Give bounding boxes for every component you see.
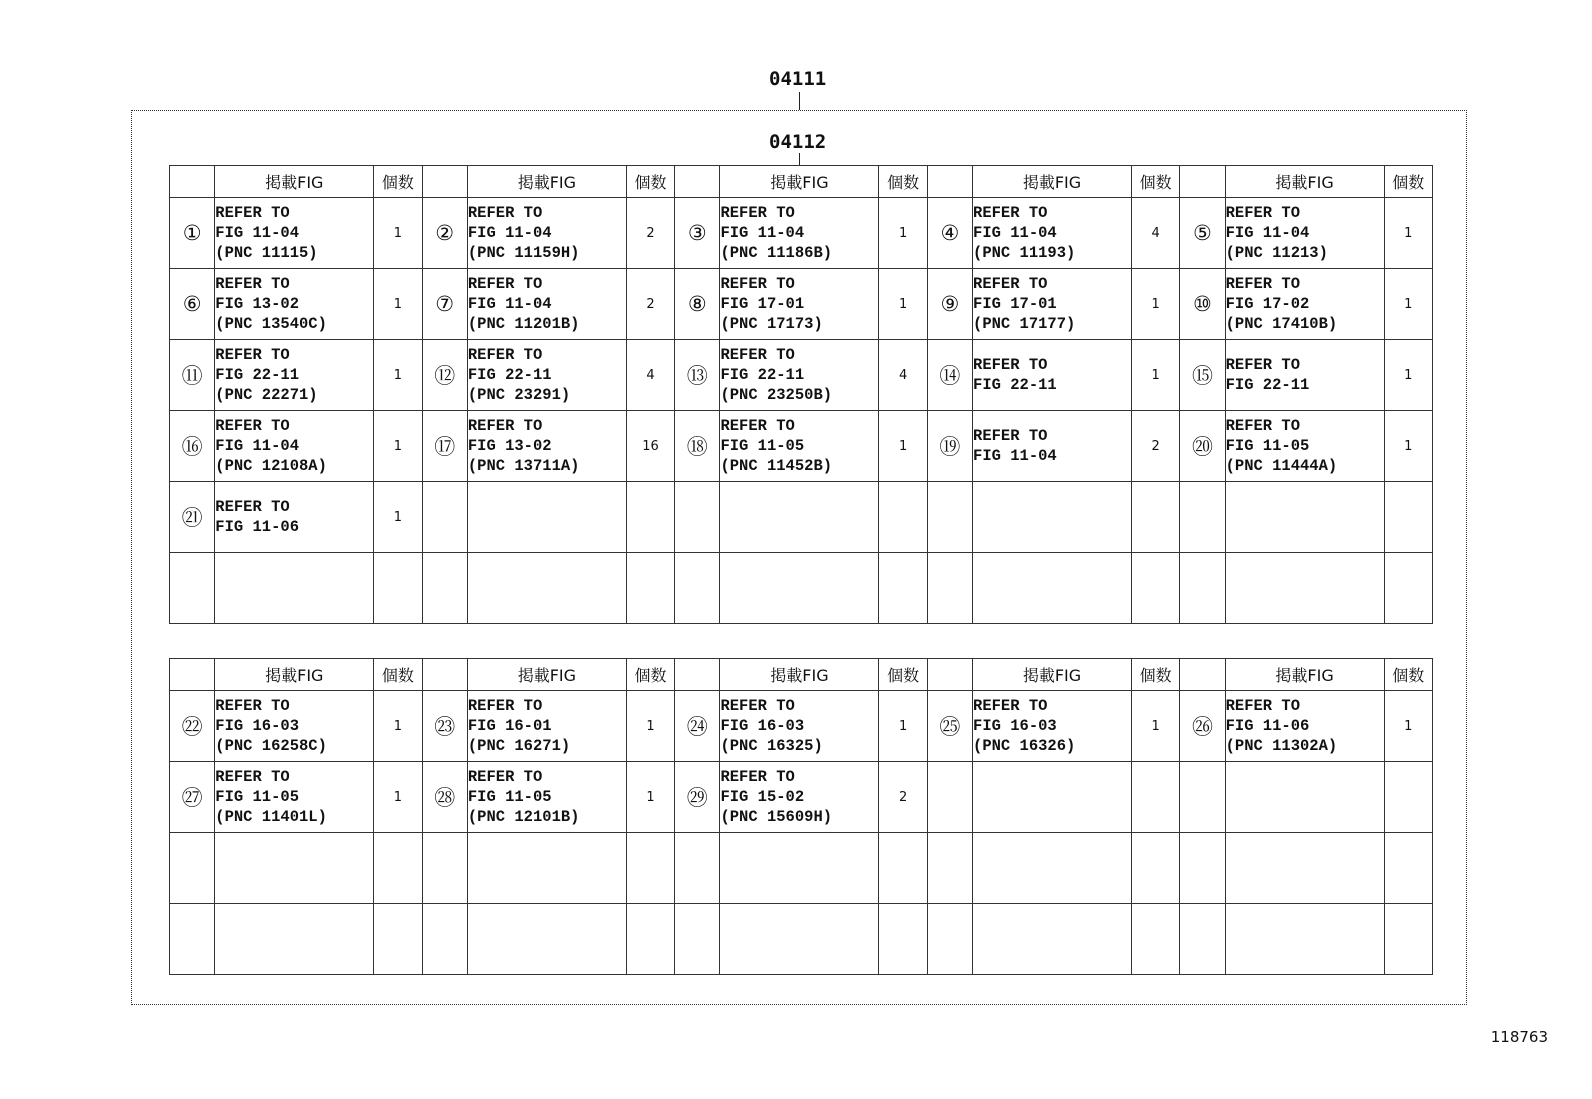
fig-reference-line: FIG 17-01 <box>973 295 1057 313</box>
item-quantity <box>1132 553 1180 624</box>
item-number: ⑯ <box>170 411 215 482</box>
fig-reference-line: REFER TO <box>1225 417 1301 435</box>
item-number: ㉕ <box>927 691 972 762</box>
fig-reference <box>215 269 374 340</box>
header-qty: 個数 <box>879 166 927 198</box>
item-number <box>927 482 972 553</box>
item-quantity: 1 <box>879 269 927 340</box>
fig-reference-line: REFER TO <box>467 417 543 435</box>
item-quantity: 4 <box>879 340 927 411</box>
fig-reference <box>973 340 1132 411</box>
item-quantity: 4 <box>1132 198 1180 269</box>
document-id: 118763 <box>1490 1028 1548 1046</box>
item-number <box>1180 482 1225 553</box>
fig-reference <box>467 269 626 340</box>
fig-reference-line: REFER TO <box>467 346 543 364</box>
item-number <box>1180 904 1225 975</box>
item-number: ⑥ <box>170 269 215 340</box>
fig-reference-line: (PNC 17177) <box>973 315 1076 333</box>
item-number <box>927 904 972 975</box>
item-quantity: 2 <box>626 198 674 269</box>
header-fig: 掲載FIG <box>215 659 374 691</box>
item-number <box>927 553 972 624</box>
header-num-cell <box>1180 166 1225 198</box>
item-number: ⑪ <box>170 340 215 411</box>
item-quantity <box>1132 482 1180 553</box>
fig-reference <box>973 833 1132 904</box>
fig-reference <box>1225 553 1384 624</box>
reference-table-2 <box>169 658 1433 975</box>
fig-reference-line: REFER TO <box>467 768 543 786</box>
fig-reference <box>467 904 626 975</box>
fig-reference-line: FIG 11-04 <box>215 224 299 242</box>
header-fig: 掲載FIG <box>973 659 1132 691</box>
fig-reference-line: FIG 13-02 <box>467 437 552 455</box>
fig-reference-line: FIG 11-06 <box>215 518 299 536</box>
item-quantity <box>374 904 422 975</box>
item-quantity <box>1132 762 1180 833</box>
item-quantity: 1 <box>1384 269 1432 340</box>
item-quantity: 2 <box>1132 411 1180 482</box>
item-quantity: 16 <box>626 411 674 482</box>
header-num-cell <box>927 659 972 691</box>
inner-leader-line <box>799 153 800 165</box>
item-quantity: 1 <box>374 269 422 340</box>
header-qty: 個数 <box>1384 659 1432 691</box>
fig-reference-line: (PNC 15609H) <box>720 808 833 826</box>
fig-reference <box>467 833 626 904</box>
item-number: ⑲ <box>927 411 972 482</box>
fig-reference-line: REFER TO <box>720 346 795 364</box>
fig-reference-line: FIG 11-06 <box>1225 717 1310 735</box>
item-number <box>927 833 972 904</box>
table-row <box>170 762 1433 833</box>
fig-reference <box>1225 691 1384 762</box>
item-quantity: 2 <box>626 269 674 340</box>
fig-reference-line: REFER TO <box>467 697 543 715</box>
header-fig: 掲載FIG <box>720 659 879 691</box>
fig-reference <box>1225 482 1384 553</box>
fig-reference <box>1225 904 1384 975</box>
item-quantity: 1 <box>1132 691 1180 762</box>
item-number: ① <box>170 198 215 269</box>
fig-reference-line: (PNC 12108A) <box>215 457 327 475</box>
header-qty: 個数 <box>374 166 422 198</box>
item-number: ⑧ <box>675 269 720 340</box>
fig-reference-line: REFER TO <box>215 346 290 364</box>
fig-reference-line: FIG 11-04 <box>467 295 552 313</box>
item-number <box>170 553 215 624</box>
item-quantity: 1 <box>374 482 422 553</box>
reference-table-1 <box>169 165 1433 624</box>
header-qty: 個数 <box>374 659 422 691</box>
item-number: ② <box>422 198 467 269</box>
item-number: ㉔ <box>675 691 720 762</box>
item-quantity: 1 <box>879 198 927 269</box>
fig-reference <box>467 411 626 482</box>
fig-reference <box>720 482 879 553</box>
header-qty: 個数 <box>1132 659 1180 691</box>
item-quantity <box>879 904 927 975</box>
fig-reference <box>720 691 879 762</box>
fig-reference-line: REFER TO <box>215 498 290 516</box>
fig-reference-line: FIG 17-02 <box>1225 295 1310 313</box>
item-quantity: 1 <box>1132 269 1180 340</box>
header-num-cell <box>422 659 467 691</box>
item-number <box>422 833 467 904</box>
item-quantity <box>626 482 674 553</box>
fig-reference <box>1225 198 1384 269</box>
header-qty: 個数 <box>626 166 674 198</box>
header-fig: 掲載FIG <box>973 166 1132 198</box>
header-num-cell <box>170 166 215 198</box>
fig-reference-line: FIG 11-05 <box>1225 437 1310 455</box>
fig-reference <box>215 482 374 553</box>
fig-reference-line: REFER TO <box>215 275 290 293</box>
item-quantity: 1 <box>1384 198 1432 269</box>
fig-reference-line: FIG 22-11 <box>720 366 805 384</box>
item-quantity <box>1132 904 1180 975</box>
fig-reference-line: REFER TO <box>720 275 795 293</box>
header-row <box>170 659 1433 691</box>
item-quantity: 1 <box>626 691 674 762</box>
fig-reference-line: REFER TO <box>973 356 1048 374</box>
item-number <box>170 833 215 904</box>
fig-reference-line: (PNC 16258C) <box>215 737 327 755</box>
fig-reference <box>215 691 374 762</box>
header-fig: 掲載FIG <box>720 166 879 198</box>
fig-reference-line: FIG 16-03 <box>720 717 805 735</box>
fig-reference-line: (PNC 11159H) <box>467 244 580 262</box>
fig-reference <box>720 269 879 340</box>
item-quantity <box>879 482 927 553</box>
item-number <box>1180 553 1225 624</box>
fig-reference <box>973 553 1132 624</box>
fig-reference-line: (PNC 16326) <box>973 737 1076 755</box>
item-quantity <box>1384 482 1432 553</box>
fig-reference-line: FIG 11-04 <box>973 447 1057 465</box>
fig-reference <box>467 762 626 833</box>
item-number: ⑫ <box>422 340 467 411</box>
item-quantity <box>626 833 674 904</box>
header-fig: 掲載FIG <box>215 166 374 198</box>
fig-reference-line: (PNC 11201B) <box>467 315 580 333</box>
fig-reference <box>215 198 374 269</box>
header-fig: 掲載FIG <box>467 166 626 198</box>
item-quantity <box>1384 904 1432 975</box>
fig-reference <box>720 198 879 269</box>
fig-reference-line: (PNC 17173) <box>720 315 823 333</box>
item-quantity: 1 <box>1384 411 1432 482</box>
fig-reference <box>720 340 879 411</box>
item-quantity: 1 <box>374 411 422 482</box>
item-number: ⑭ <box>927 340 972 411</box>
fig-reference-line: FIG 11-05 <box>720 437 805 455</box>
fig-reference-line: (PNC 13711A) <box>467 457 580 475</box>
item-quantity: 1 <box>374 340 422 411</box>
item-quantity <box>1384 762 1432 833</box>
header-qty: 個数 <box>626 659 674 691</box>
fig-reference-line: (PNC 23291) <box>467 386 571 404</box>
table-row <box>170 269 1433 340</box>
fig-reference-line: (PNC 23250B) <box>720 386 833 404</box>
fig-reference-line: FIG 17-01 <box>720 295 805 313</box>
item-number <box>422 553 467 624</box>
fig-reference-line: (PNC 16325) <box>720 737 823 755</box>
item-quantity <box>374 833 422 904</box>
header-num-cell <box>675 659 720 691</box>
item-quantity: 4 <box>626 340 674 411</box>
item-number: ⑦ <box>422 269 467 340</box>
fig-reference-line: FIG 11-04 <box>720 224 805 242</box>
header-num-cell <box>170 659 215 691</box>
header-qty: 個数 <box>1132 166 1180 198</box>
fig-reference-line: FIG 11-04 <box>1225 224 1310 242</box>
header-num-cell <box>927 166 972 198</box>
item-number: ⑮ <box>1180 340 1225 411</box>
item-number <box>170 904 215 975</box>
fig-reference <box>973 482 1132 553</box>
header-num-cell <box>675 166 720 198</box>
fig-reference-line: FIG 16-01 <box>467 717 552 735</box>
header-row <box>170 166 1433 198</box>
fig-reference-line: REFER TO <box>215 204 290 222</box>
fig-reference-line: (PNC 11115) <box>215 244 318 262</box>
table-row <box>170 198 1433 269</box>
fig-reference-line: REFER TO <box>467 204 543 222</box>
item-quantity <box>1132 833 1180 904</box>
fig-reference <box>973 904 1132 975</box>
fig-reference-line: REFER TO <box>215 768 290 786</box>
table-row <box>170 691 1433 762</box>
header-qty: 個数 <box>1384 166 1432 198</box>
item-quantity: 1 <box>374 691 422 762</box>
item-number <box>1180 762 1225 833</box>
fig-reference <box>1225 411 1384 482</box>
item-number: ㉗ <box>170 762 215 833</box>
fig-reference-line: FIG 22-11 <box>215 366 299 384</box>
header-qty: 個数 <box>879 659 927 691</box>
fig-reference-line: (PNC 11302A) <box>1225 737 1338 755</box>
fig-reference <box>467 340 626 411</box>
fig-reference <box>467 553 626 624</box>
fig-reference <box>1225 833 1384 904</box>
fig-reference-line: (PNC 16271) <box>467 737 571 755</box>
header-fig: 掲載FIG <box>467 659 626 691</box>
fig-reference-line: FIG 22-11 <box>467 366 552 384</box>
fig-reference <box>215 340 374 411</box>
fig-reference-line: (PNC 11193) <box>973 244 1076 262</box>
item-number: ㉑ <box>170 482 215 553</box>
fig-reference-line: REFER TO <box>215 417 290 435</box>
fig-reference <box>720 762 879 833</box>
fig-reference-line: REFER TO <box>1225 697 1301 715</box>
item-quantity <box>1384 553 1432 624</box>
fig-reference <box>467 691 626 762</box>
item-number: ㉙ <box>675 762 720 833</box>
item-number <box>422 904 467 975</box>
item-number: ④ <box>927 198 972 269</box>
item-quantity <box>1384 833 1432 904</box>
fig-reference-line: (PNC 11452B) <box>720 457 833 475</box>
item-quantity <box>374 553 422 624</box>
fig-reference <box>973 762 1132 833</box>
fig-reference <box>467 198 626 269</box>
fig-reference-line: FIG 16-03 <box>215 717 299 735</box>
item-quantity: 1 <box>1384 691 1432 762</box>
fig-reference <box>720 553 879 624</box>
fig-reference <box>720 904 879 975</box>
item-number <box>927 762 972 833</box>
item-quantity <box>879 553 927 624</box>
item-quantity: 1 <box>879 691 927 762</box>
fig-reference-line: (PNC 12101B) <box>467 808 580 826</box>
item-quantity: 1 <box>626 762 674 833</box>
item-number <box>675 482 720 553</box>
item-number: ⑱ <box>675 411 720 482</box>
fig-reference <box>215 833 374 904</box>
fig-reference-line: FIG 13-02 <box>215 295 299 313</box>
item-quantity: 1 <box>374 762 422 833</box>
item-quantity: 1 <box>374 198 422 269</box>
fig-reference-line: (PNC 11444A) <box>1225 457 1338 475</box>
header-num-cell <box>422 166 467 198</box>
item-number: ㉖ <box>1180 691 1225 762</box>
inner-label: 04112 <box>769 131 827 153</box>
fig-reference-line: FIG 11-04 <box>467 224 552 242</box>
fig-reference <box>720 833 879 904</box>
header-fig: 掲載FIG <box>1225 166 1384 198</box>
item-quantity: 2 <box>879 762 927 833</box>
item-number: ㉘ <box>422 762 467 833</box>
item-number: ⑰ <box>422 411 467 482</box>
fig-reference <box>973 411 1132 482</box>
fig-reference-line: FIG 22-11 <box>1225 376 1310 394</box>
table-row <box>170 482 1433 553</box>
item-quantity <box>626 553 674 624</box>
fig-reference-line: (PNC 11186B) <box>720 244 833 262</box>
fig-reference <box>215 762 374 833</box>
fig-reference <box>215 411 374 482</box>
fig-reference-line: REFER TO <box>720 697 795 715</box>
fig-reference <box>973 269 1132 340</box>
fig-reference-line: REFER TO <box>1225 204 1301 222</box>
fig-reference <box>973 691 1132 762</box>
item-number <box>675 553 720 624</box>
fig-reference-line: REFER TO <box>720 768 795 786</box>
item-number: ⑬ <box>675 340 720 411</box>
fig-reference <box>1225 762 1384 833</box>
fig-reference <box>973 198 1132 269</box>
item-number: ③ <box>675 198 720 269</box>
fig-reference-line: FIG 11-04 <box>215 437 299 455</box>
item-number: ⑤ <box>1180 198 1225 269</box>
item-number: ⑨ <box>927 269 972 340</box>
fig-reference-line: REFER TO <box>215 697 290 715</box>
fig-reference-line: REFER TO <box>973 204 1048 222</box>
fig-reference <box>1225 340 1384 411</box>
fig-reference-line: FIG 11-05 <box>215 788 299 806</box>
fig-reference-line: FIG 15-02 <box>720 788 805 806</box>
item-number <box>1180 833 1225 904</box>
item-number: ㉒ <box>170 691 215 762</box>
fig-reference-line: REFER TO <box>973 697 1048 715</box>
fig-reference-line: REFER TO <box>1225 275 1301 293</box>
item-number: ⑩ <box>1180 269 1225 340</box>
header-num-cell <box>1180 659 1225 691</box>
item-number <box>422 482 467 553</box>
fig-reference-line: REFER TO <box>720 417 795 435</box>
fig-reference-line: REFER TO <box>720 204 795 222</box>
fig-reference-line: REFER TO <box>467 275 543 293</box>
fig-reference-line: FIG 22-11 <box>973 376 1057 394</box>
item-number <box>675 833 720 904</box>
fig-reference-line: REFER TO <box>973 275 1048 293</box>
fig-reference <box>215 553 374 624</box>
table-row <box>170 411 1433 482</box>
fig-reference <box>467 482 626 553</box>
item-quantity: 1 <box>879 411 927 482</box>
item-number: ㉓ <box>422 691 467 762</box>
item-number <box>675 904 720 975</box>
fig-reference-line: (PNC 13540C) <box>215 315 327 333</box>
table-row <box>170 553 1433 624</box>
fig-reference-line: (PNC 11401L) <box>215 808 327 826</box>
table-row <box>170 340 1433 411</box>
item-quantity <box>626 904 674 975</box>
fig-reference-line: (PNC 22271) <box>215 386 318 404</box>
table-row <box>170 833 1433 904</box>
fig-reference <box>1225 269 1384 340</box>
fig-reference <box>215 904 374 975</box>
header-fig: 掲載FIG <box>1225 659 1384 691</box>
item-quantity <box>879 833 927 904</box>
fig-reference-line: REFER TO <box>973 427 1048 445</box>
item-quantity: 1 <box>1132 340 1180 411</box>
outer-leader-line <box>799 92 800 110</box>
fig-reference-line: (PNC 11213) <box>1225 244 1328 262</box>
fig-reference-line: REFER TO <box>1225 356 1301 374</box>
fig-reference-line: (PNC 17410B) <box>1225 315 1338 333</box>
fig-reference-line: FIG 11-04 <box>973 224 1057 242</box>
outer-label: 04111 <box>769 68 827 90</box>
item-quantity: 1 <box>1384 340 1432 411</box>
table-row <box>170 904 1433 975</box>
fig-reference-line: FIG 11-05 <box>467 788 552 806</box>
item-number: ⑳ <box>1180 411 1225 482</box>
fig-reference <box>720 411 879 482</box>
fig-reference-line: FIG 16-03 <box>973 717 1057 735</box>
